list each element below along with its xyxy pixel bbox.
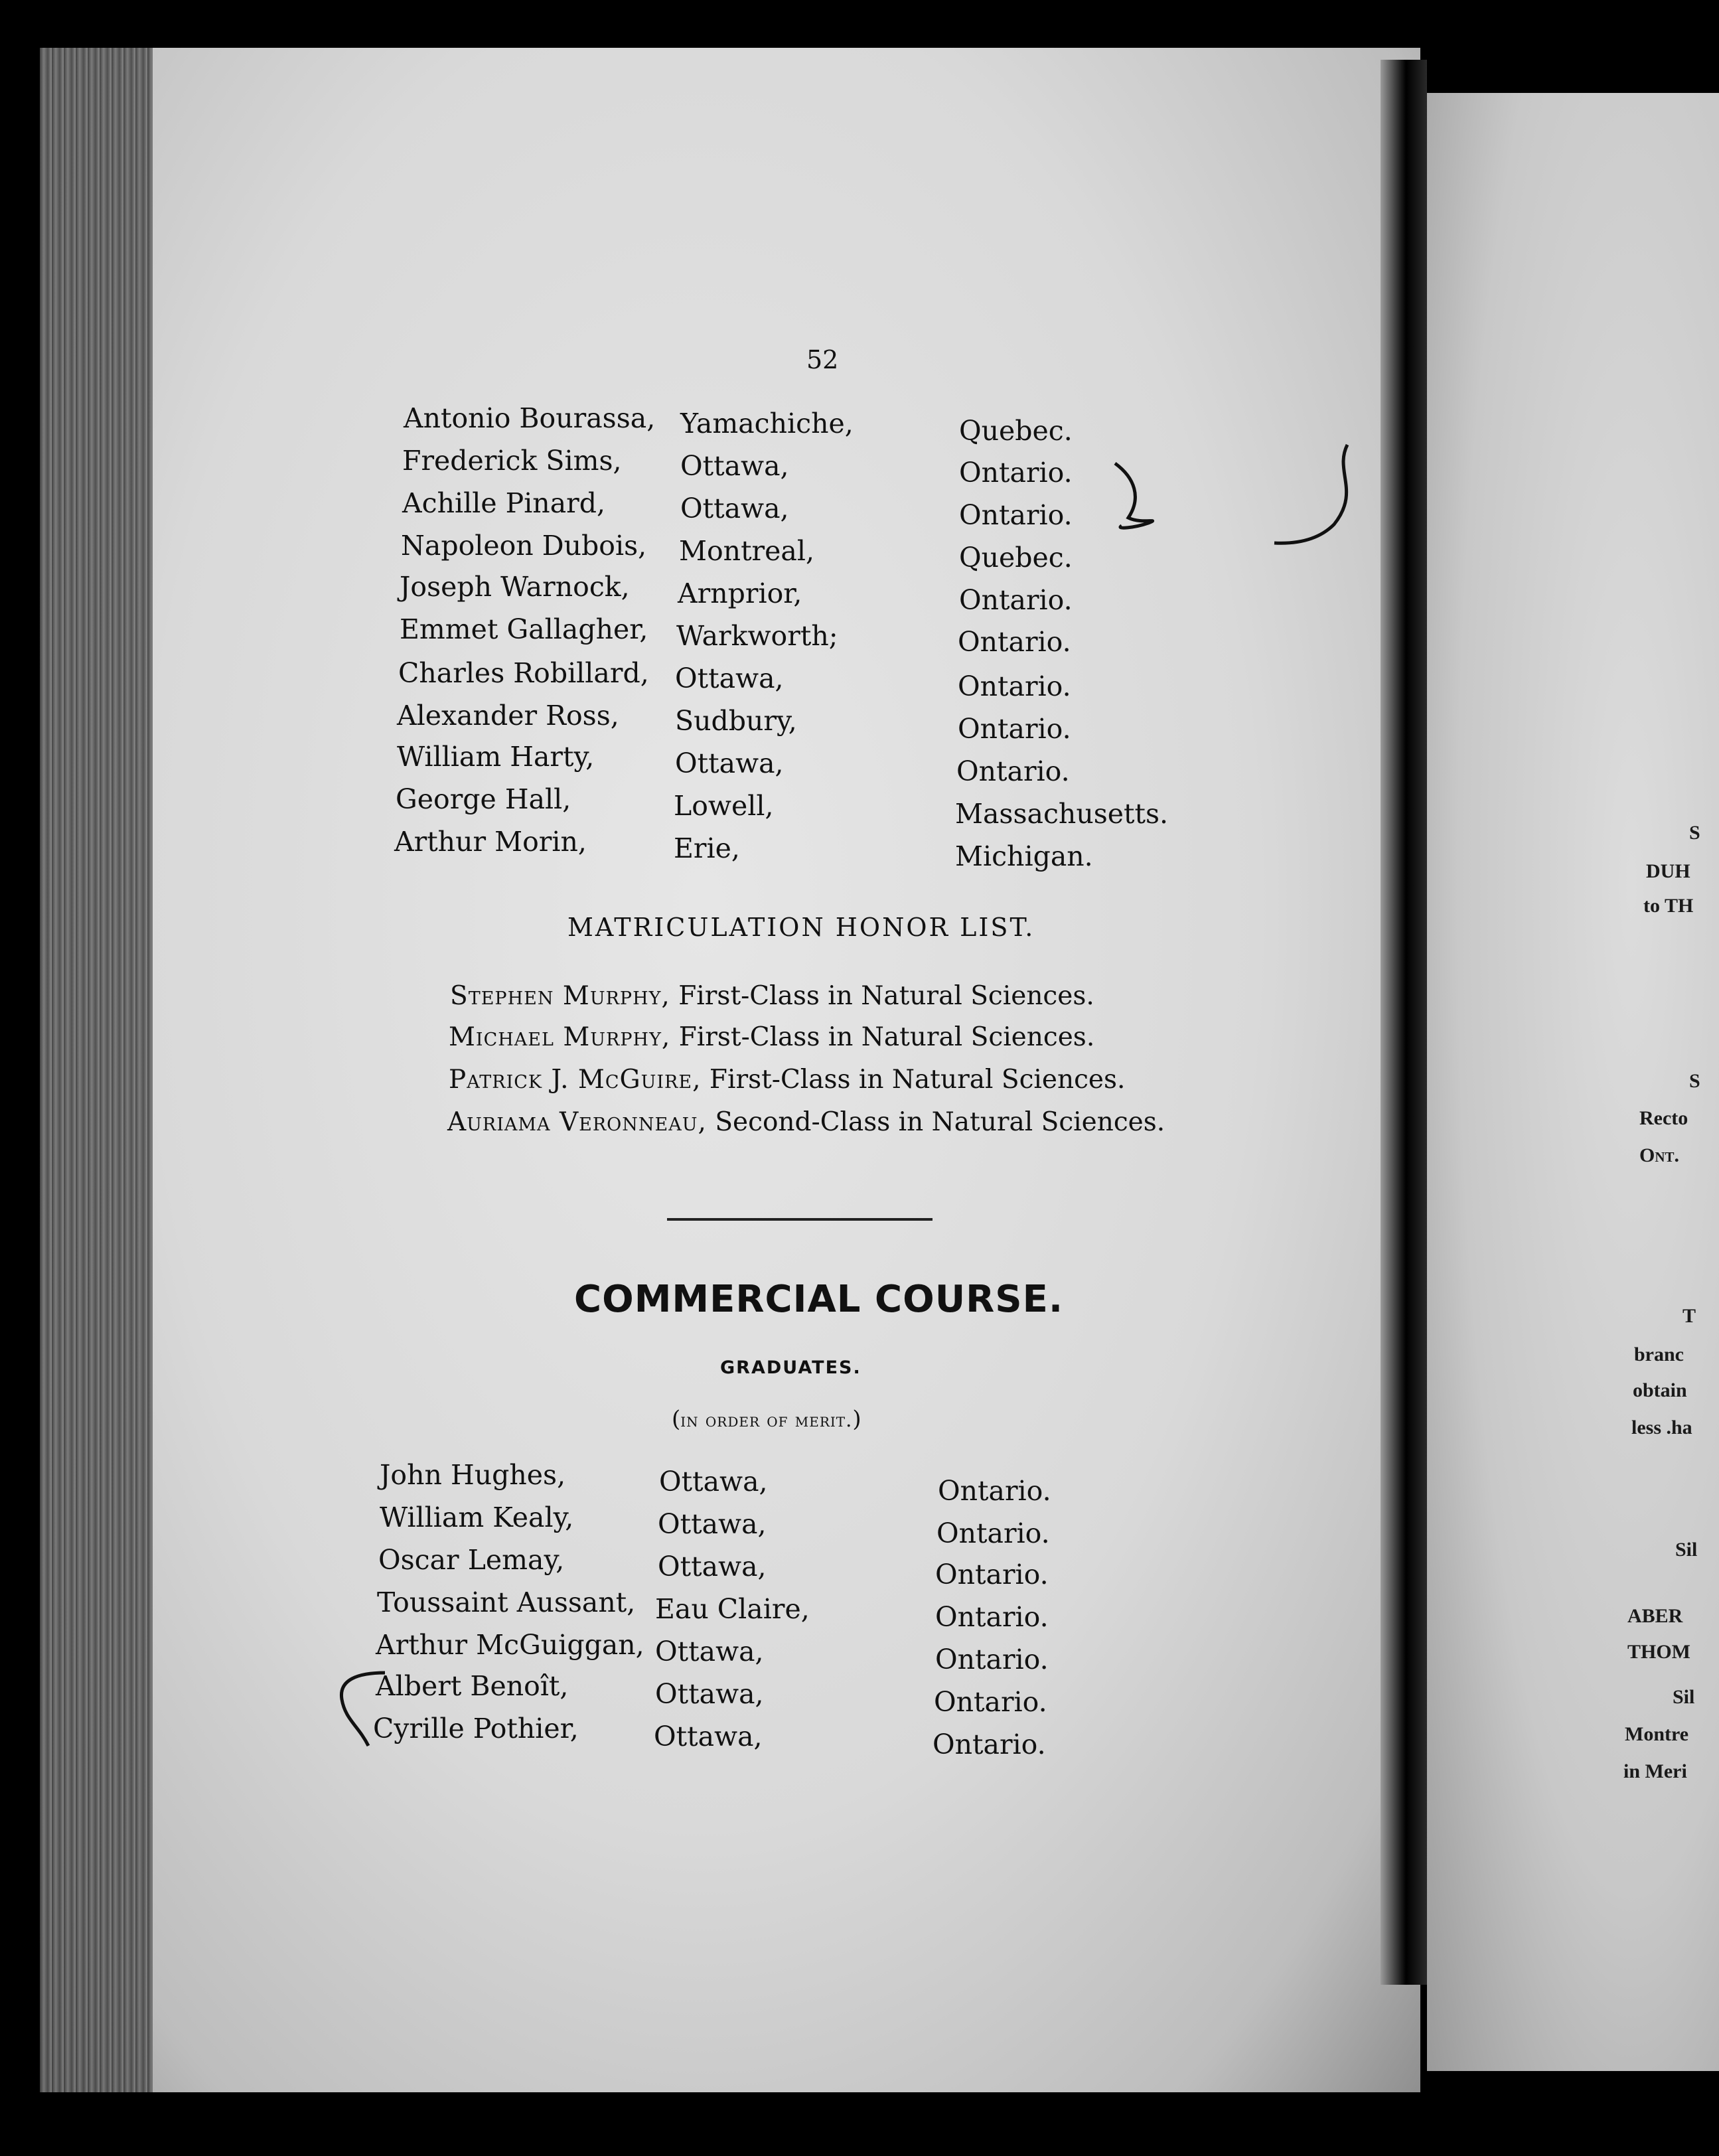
list-province: Ontario. (958, 713, 1071, 745)
honor-name: Michael Murphy, (449, 1022, 671, 1052)
list-province: Ontario. (959, 584, 1073, 616)
right-fragment: in Meri (1623, 1760, 1687, 1782)
right-fragment: S (1689, 1070, 1700, 1092)
graduate-name: Oscar Lemay, (378, 1544, 565, 1576)
page-number: 52 (806, 345, 839, 374)
list-name: Napoleon Dubois, (401, 530, 647, 562)
honor-entry (449, 1022, 1094, 1052)
honor-distinction: First-Class in Natural Sciences. (678, 981, 1094, 1011)
book-gutter (1381, 60, 1427, 1985)
right-fragment: Recto (1639, 1107, 1688, 1129)
graduate-province: Ontario. (938, 1475, 1051, 1507)
right-fragment: Montre (1625, 1723, 1689, 1745)
list-province: Quebec. (959, 415, 1073, 447)
honor-distinction: Second-Class in Natural Sciences. (715, 1107, 1165, 1137)
order-close: ) (852, 1406, 861, 1432)
right-fragment: Sil (1675, 1539, 1698, 1561)
honor-entry (447, 1107, 1165, 1137)
list-name: Frederick Sims, (402, 445, 622, 477)
list-name: Alexander Ross, (397, 700, 619, 732)
right-fragment: to TH (1643, 895, 1694, 917)
list-city: Ottawa, (680, 493, 789, 524)
page-edges (40, 48, 153, 2092)
list-name: Achille Pinard, (402, 487, 606, 519)
graduate-city: Ottawa, (659, 1466, 768, 1498)
list-name: William Harty, (397, 741, 595, 773)
list-city: Ottawa, (675, 747, 784, 779)
list-city: Ottawa, (680, 450, 789, 482)
right-fragment: T (1682, 1305, 1696, 1327)
graduate-city: Ottawa, (658, 1508, 767, 1540)
list-name: Joseph Warnock, (400, 571, 630, 603)
graduate-province: Ontario. (935, 1644, 1049, 1675)
right-fragment: obtain (1633, 1379, 1687, 1401)
honor-distinction: First-Class in Natural Sciences. (678, 1022, 1095, 1052)
honor-distinction: First-Class in Natural Sciences. (709, 1065, 1126, 1095)
order-open: ( (672, 1406, 681, 1432)
honor-name: Patrick J. McGuire, (449, 1065, 702, 1095)
list-province: Ontario. (958, 670, 1071, 702)
right-fragment: Ont. (1639, 1144, 1680, 1166)
graduate-name: Cyrille Pothier, (373, 1713, 579, 1744)
list-name: Antonio Bourassa, (404, 402, 656, 434)
right-fragment: branc (1634, 1344, 1684, 1365)
graduate-name: Albert Benoît, (376, 1670, 569, 1702)
order-note (672, 1406, 861, 1432)
right-fragment: DUH (1646, 860, 1690, 882)
right-fragment: ABER (1627, 1605, 1683, 1627)
section-subtitle: GRADUATES. (720, 1357, 861, 1378)
graduate-province: Ontario. (936, 1517, 1050, 1549)
graduate-province: Ontario. (935, 1559, 1049, 1590)
pencil-mark-curve (1261, 438, 1361, 558)
list-city: Yamachiche, (680, 408, 854, 439)
graduate-province: Ontario. (934, 1686, 1047, 1718)
right-fragment: THOM (1627, 1641, 1690, 1663)
graduate-name: Toussaint Aussant, (377, 1586, 636, 1618)
graduate-province: Ontario. (933, 1729, 1046, 1760)
list-province: Ontario. (959, 499, 1073, 531)
graduate-city: Eau Claire, (655, 1593, 810, 1625)
list-city: Lowell, (674, 790, 774, 822)
section-divider (667, 1218, 933, 1221)
graduate-city: Ottawa, (655, 1636, 764, 1667)
graduate-name: William Kealy, (380, 1502, 574, 1533)
honor-entry (449, 1065, 1125, 1095)
graduate-city: Ottawa, (658, 1551, 767, 1582)
list-name: Emmet Gallagher, (400, 613, 648, 645)
list-province: Ontario. (959, 457, 1073, 489)
honor-entry (450, 981, 1094, 1011)
graduate-province: Ontario. (935, 1601, 1049, 1633)
pencil-bracket (332, 1659, 405, 1759)
section-title: COMMERCIAL COURSE. (574, 1278, 1064, 1321)
graduate-city: Ottawa, (655, 1678, 764, 1710)
graduate-name: John Hughes, (380, 1459, 566, 1491)
right-fragment: S (1689, 822, 1700, 844)
list-name: Charles Robillard, (398, 657, 649, 689)
right-fragment: Sil (1673, 1686, 1695, 1708)
list-province: Quebec. (959, 542, 1073, 574)
list-name: George Hall, (396, 783, 571, 815)
right-fragment: less .ha (1631, 1417, 1692, 1438)
list-city: Ottawa, (675, 662, 784, 694)
honor-name: Auriama Veronneau, (447, 1107, 707, 1137)
graduate-name: Arthur McGuiggan, (376, 1629, 644, 1661)
list-city: Sudbury, (675, 705, 797, 737)
list-province: Massachusetts. (955, 798, 1169, 830)
graduate-city: Ottawa, (654, 1721, 763, 1752)
order-text: in order of merit. (680, 1409, 853, 1431)
list-city: Montreal, (679, 535, 814, 567)
list-province: Ontario. (956, 755, 1070, 787)
list-province: Ontario. (958, 626, 1071, 658)
list-province: Michigan. (955, 840, 1093, 872)
list-city: Erie, (674, 832, 740, 864)
list-city: Arnprior, (678, 578, 802, 609)
honor-list-title: MATRICULATION HONOR LIST. (567, 913, 1035, 942)
honor-name: Stephen Murphy, (450, 981, 670, 1011)
list-name: Arthur Morin, (394, 826, 587, 858)
list-city: Warkworth; (676, 620, 838, 652)
